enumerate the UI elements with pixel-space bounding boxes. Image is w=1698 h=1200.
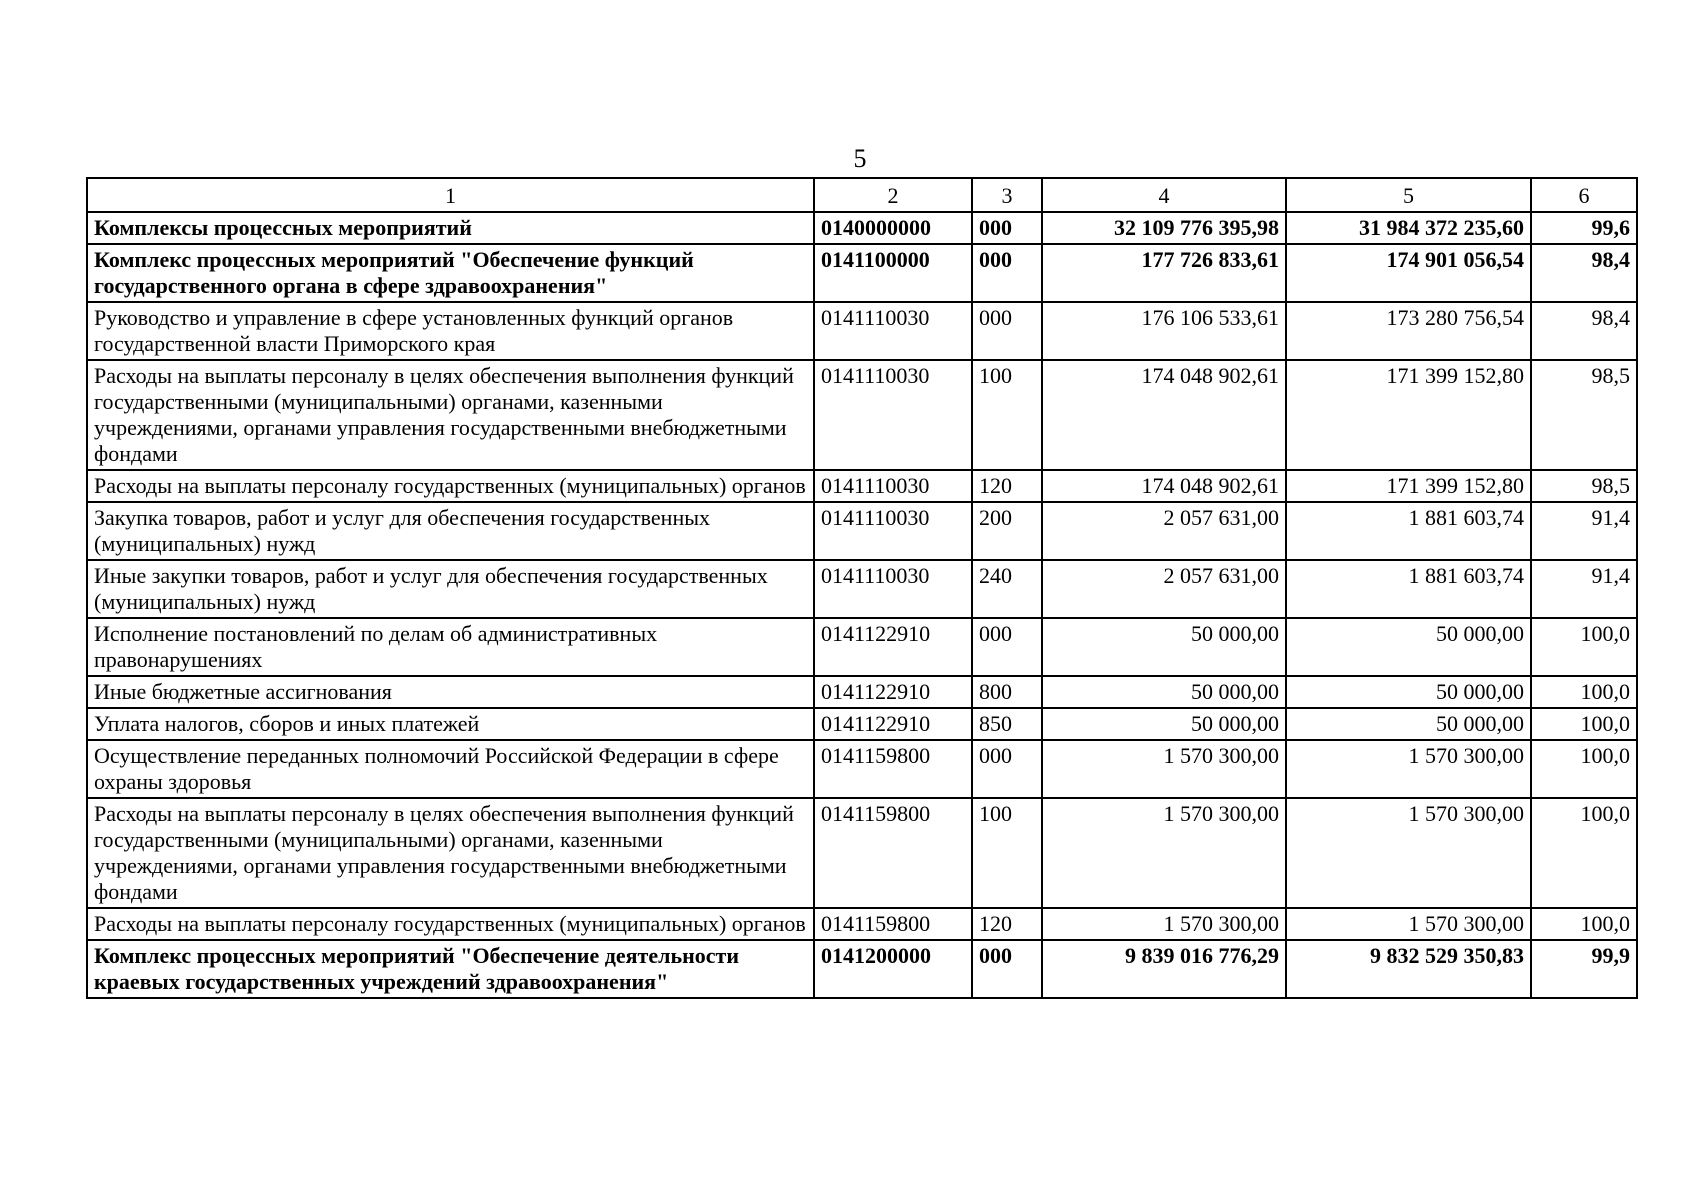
- row-expense-kind-cell: 000: [972, 212, 1042, 244]
- row-code-cell: 0141110030: [814, 502, 972, 560]
- row-code-cell: 0141110030: [814, 560, 972, 618]
- row-executed-amount-cell: 50 000,00: [1286, 708, 1531, 740]
- row-name-cell: Комплексы процессных мероприятий: [87, 212, 814, 244]
- table-row: [87, 908, 1637, 940]
- row-planned-amount-cell: 2 057 631,00: [1042, 502, 1286, 560]
- row-code-cell: 0141122910: [814, 676, 972, 708]
- budget-execution-table: [86, 177, 1638, 999]
- row-executed-amount-cell: 1 570 300,00: [1286, 798, 1531, 908]
- row-percent-cell: 100,0: [1531, 676, 1637, 708]
- row-name-cell: Уплата налогов, сборов и иных платежей: [87, 708, 814, 740]
- row-planned-amount-cell: 174 048 902,61: [1042, 470, 1286, 502]
- row-expense-kind-cell: 120: [972, 470, 1042, 502]
- row-expense-kind-cell: 100: [972, 798, 1042, 908]
- row-executed-amount-cell: 50 000,00: [1286, 618, 1531, 676]
- table-row: [87, 560, 1637, 618]
- row-name-cell: Руководство и управление в сфере установленных функций органов государственной власти Приморского края: [87, 302, 814, 360]
- row-code-cell: 0141110030: [814, 360, 972, 470]
- row-code-cell: 0141200000: [814, 940, 972, 998]
- row-percent-cell: 100,0: [1531, 740, 1637, 798]
- row-expense-kind-cell: 000: [972, 940, 1042, 998]
- row-expense-kind-cell: 850: [972, 708, 1042, 740]
- row-planned-amount-cell: 50 000,00: [1042, 618, 1286, 676]
- row-name-cell: Комплекс процессных мероприятий "Обеспечение деятельности краевых государственных учреждений здравоохранения": [87, 940, 814, 998]
- table-row: [87, 360, 1637, 470]
- column-header-3: 3: [972, 178, 1042, 212]
- column-header-1: 1: [87, 178, 814, 212]
- row-planned-amount-cell: 1 570 300,00: [1042, 908, 1286, 940]
- column-header-6: 6: [1531, 178, 1637, 212]
- row-executed-amount-cell: 50 000,00: [1286, 676, 1531, 708]
- table-row: [87, 618, 1637, 676]
- row-name-cell: Расходы на выплаты персоналу государственных (муниципальных) органов: [87, 908, 814, 940]
- row-expense-kind-cell: 000: [972, 302, 1042, 360]
- row-expense-kind-cell: 200: [972, 502, 1042, 560]
- row-expense-kind-cell: 000: [972, 618, 1042, 676]
- row-code-cell: 0141100000: [814, 244, 972, 302]
- row-percent-cell: 100,0: [1531, 908, 1637, 940]
- row-executed-amount-cell: 1 881 603,74: [1286, 560, 1531, 618]
- row-percent-cell: 98,4: [1531, 302, 1637, 360]
- table-row: [87, 244, 1637, 302]
- row-expense-kind-cell: 000: [972, 244, 1042, 302]
- row-percent-cell: 98,5: [1531, 360, 1637, 470]
- row-planned-amount-cell: 50 000,00: [1042, 676, 1286, 708]
- row-code-cell: 0141159800: [814, 740, 972, 798]
- row-percent-cell: 98,4: [1531, 244, 1637, 302]
- column-header-4: 4: [1042, 178, 1286, 212]
- row-name-cell: Расходы на выплаты персоналу в целях обеспечения выполнения функций государственными (муниципальными) органами, казенными учреждениями, органами управления государственными внебюджетными фондами: [87, 360, 814, 470]
- row-code-cell: 0141122910: [814, 708, 972, 740]
- row-name-cell: Расходы на выплаты персоналу в целях обеспечения выполнения функций государственными (муниципальными) органами, казенными учреждениями, органами управления государственными внебюджетными фондами: [87, 798, 814, 908]
- row-percent-cell: 99,6: [1531, 212, 1637, 244]
- table-row: [87, 740, 1637, 798]
- table-row: [87, 212, 1637, 244]
- row-code-cell: 0141159800: [814, 908, 972, 940]
- row-expense-kind-cell: 000: [972, 740, 1042, 798]
- row-executed-amount-cell: 1 570 300,00: [1286, 740, 1531, 798]
- table-row: [87, 798, 1637, 908]
- row-name-cell: Расходы на выплаты персоналу государственных (муниципальных) органов: [87, 470, 814, 502]
- row-percent-cell: 91,4: [1531, 502, 1637, 560]
- table-row: [87, 302, 1637, 360]
- row-name-cell: Комплекс процессных мероприятий "Обеспечение функций государственного органа в сфере здравоохранения": [87, 244, 814, 302]
- row-executed-amount-cell: 171 399 152,80: [1286, 470, 1531, 502]
- row-expense-kind-cell: 240: [972, 560, 1042, 618]
- row-executed-amount-cell: 173 280 756,54: [1286, 302, 1531, 360]
- row-executed-amount-cell: 171 399 152,80: [1286, 360, 1531, 470]
- row-expense-kind-cell: 100: [972, 360, 1042, 470]
- row-executed-amount-cell: 31 984 372 235,60: [1286, 212, 1531, 244]
- table-body: [87, 212, 1637, 998]
- row-planned-amount-cell: 32 109 776 395,98: [1042, 212, 1286, 244]
- row-code-cell: 0140000000: [814, 212, 972, 244]
- row-planned-amount-cell: 1 570 300,00: [1042, 798, 1286, 908]
- table-row: [87, 470, 1637, 502]
- column-header-2: 2: [814, 178, 972, 212]
- row-code-cell: 0141110030: [814, 470, 972, 502]
- column-header-5: 5: [1286, 178, 1531, 212]
- row-percent-cell: 91,4: [1531, 560, 1637, 618]
- row-name-cell: Иные бюджетные ассигнования: [87, 676, 814, 708]
- row-name-cell: Осуществление переданных полномочий Российской Федерации в сфере охраны здоровья: [87, 740, 814, 798]
- row-code-cell: 0141110030: [814, 302, 972, 360]
- table-row: [87, 940, 1637, 998]
- row-planned-amount-cell: 9 839 016 776,29: [1042, 940, 1286, 998]
- row-planned-amount-cell: 2 057 631,00: [1042, 560, 1286, 618]
- row-executed-amount-cell: 1 881 603,74: [1286, 502, 1531, 560]
- row-name-cell: Иные закупки товаров, работ и услуг для обеспечения государственных (муниципальных) нужд: [87, 560, 814, 618]
- table-row: [87, 708, 1637, 740]
- row-expense-kind-cell: 800: [972, 676, 1042, 708]
- row-executed-amount-cell: 9 832 529 350,83: [1286, 940, 1531, 998]
- row-name-cell: Исполнение постановлений по делам об административных правонарушениях: [87, 618, 814, 676]
- page-number: 5: [853, 144, 867, 173]
- row-planned-amount-cell: 50 000,00: [1042, 708, 1286, 740]
- row-code-cell: 0141122910: [814, 618, 972, 676]
- row-percent-cell: 98,5: [1531, 470, 1637, 502]
- table-row: [87, 676, 1637, 708]
- row-planned-amount-cell: 174 048 902,61: [1042, 360, 1286, 470]
- row-planned-amount-cell: 177 726 833,61: [1042, 244, 1286, 302]
- row-planned-amount-cell: 1 570 300,00: [1042, 740, 1286, 798]
- row-executed-amount-cell: 1 570 300,00: [1286, 908, 1531, 940]
- row-planned-amount-cell: 176 106 533,61: [1042, 302, 1286, 360]
- row-percent-cell: 100,0: [1531, 798, 1637, 908]
- column-number-row: [87, 178, 1637, 212]
- row-name-cell: Закупка товаров, работ и услуг для обеспечения государственных (муниципальных) нужд: [87, 502, 814, 560]
- row-executed-amount-cell: 174 901 056,54: [1286, 244, 1531, 302]
- row-percent-cell: 99,9: [1531, 940, 1637, 998]
- row-code-cell: 0141159800: [814, 798, 972, 908]
- row-expense-kind-cell: 120: [972, 908, 1042, 940]
- row-percent-cell: 100,0: [1531, 618, 1637, 676]
- table-row: [87, 502, 1637, 560]
- row-percent-cell: 100,0: [1531, 708, 1637, 740]
